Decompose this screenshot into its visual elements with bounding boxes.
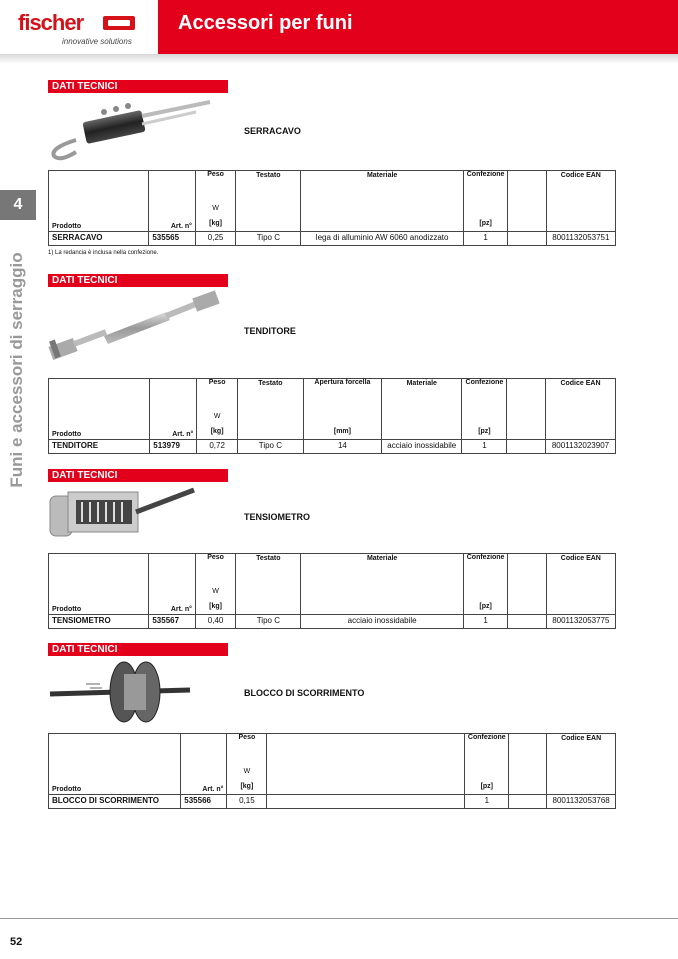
col-apertura: Apertura forcella [mm] [303, 379, 381, 440]
product-title: BLOCCO DI SCORRIMENTO [244, 688, 365, 698]
col-blank [267, 734, 465, 795]
brand-name: fischer [18, 10, 84, 35]
cell-blank [267, 795, 465, 809]
col-ean: Codice EAN [545, 379, 615, 440]
col-testato: Testato [236, 171, 301, 232]
col-materiale: Materiale [301, 171, 463, 232]
col-materiale: Materiale [301, 554, 463, 615]
cell-materiale: acciaio inossidabile [382, 440, 462, 454]
cell-name: SERRACAVO [49, 232, 149, 246]
tensiometro-image [46, 484, 196, 544]
col-peso: Peso W [kg] [195, 554, 235, 615]
cell-confezione: 1 [463, 232, 507, 246]
serracavo-image [46, 96, 214, 164]
blocco-image [46, 658, 196, 728]
section-tag: DATI TECNICI [48, 80, 228, 93]
cell-empty [509, 795, 547, 809]
cell-testato: Tipo C [237, 440, 303, 454]
chapter-number: 4 [0, 190, 36, 220]
col-prodotto: Prodotto [49, 379, 150, 440]
section-tag: DATI TECNICI [48, 469, 228, 482]
footnote: 1) La redancia è inclusa nella confezione. [48, 250, 159, 256]
col-ean: Codice EAN [546, 171, 615, 232]
spec-table-tenditore [48, 378, 616, 454]
col-testato: Testato [236, 554, 301, 615]
product-title: TENSIOMETRO [244, 512, 311, 522]
title-bar [158, 0, 678, 54]
product-title: SERRACAVO [244, 126, 301, 136]
cell-name: TENDITORE [49, 440, 150, 454]
spec-table-tensiometro [48, 553, 616, 629]
cell-testato: Tipo C [236, 232, 301, 246]
cell-ean: 8001132053775 [546, 615, 615, 629]
cell-peso: 0,40 [195, 615, 235, 629]
col-materiale: Materiale [382, 379, 462, 440]
cell-peso: 0,72 [197, 440, 238, 454]
page-number: 52 [10, 936, 23, 948]
cell-art: 513979 [150, 440, 197, 454]
footer-divider [0, 918, 678, 919]
cell-name: TENSIOMETRO [49, 615, 149, 629]
chapter-label-wrap [2, 225, 32, 515]
cell-materiale: lega di alluminio AW 6060 anodizzato [301, 232, 463, 246]
col-peso: Peso W [kg] [197, 379, 238, 440]
brand-logo [0, 0, 158, 54]
cell-empty [507, 440, 546, 454]
cell-peso: 0,15 [227, 795, 267, 809]
spec-table-blocco [48, 733, 616, 809]
product-title: TENDITORE [244, 326, 296, 336]
cell-confezione: 1 [462, 440, 507, 454]
cell-ean: 8001132053751 [546, 232, 615, 246]
cell-confezione: 1 [463, 615, 507, 629]
col-art: Art. n° [149, 554, 196, 615]
section-tag: DATI TECNICI [48, 274, 228, 287]
header-shadow [0, 54, 678, 64]
col-empty [508, 554, 546, 615]
table-row [49, 795, 616, 809]
chapter-label: Funi e accessori di serraggio [7, 252, 26, 488]
cell-materiale: acciaio inossidabile [301, 615, 463, 629]
cell-empty [508, 615, 546, 629]
table-row [49, 440, 616, 454]
cell-apertura: 14 [303, 440, 381, 454]
cell-ean: 8001132023907 [545, 440, 615, 454]
col-art: Art. n° [149, 171, 196, 232]
col-art: Art. n° [181, 734, 227, 795]
col-ean: Codice EAN [547, 734, 616, 795]
cell-name: BLOCCO DI SCORRIMENTO [49, 795, 181, 809]
cell-testato: Tipo C [236, 615, 301, 629]
cell-confezione: 1 [465, 795, 509, 809]
cell-art: 535565 [149, 232, 196, 246]
table-row [49, 615, 616, 629]
col-confezione: Confezione [pz] [463, 171, 507, 232]
col-empty [509, 734, 547, 795]
cell-art: 535566 [181, 795, 227, 809]
tenditore-image [46, 290, 226, 366]
cell-ean: 8001132053768 [547, 795, 616, 809]
col-art: Art. n° [150, 379, 197, 440]
page-title: Accessori per funi [178, 12, 353, 34]
table-row [49, 232, 616, 246]
page-header [0, 0, 678, 54]
col-peso: Peso W [kg] [227, 734, 267, 795]
brand-mark-icon [103, 16, 135, 30]
spec-table-serracavo [48, 170, 616, 246]
col-prodotto: Prodotto [49, 554, 149, 615]
col-confezione: Confezione [pz] [465, 734, 509, 795]
col-ean: Codice EAN [546, 554, 615, 615]
brand-tagline: innovative solutions [62, 37, 132, 46]
cell-peso: 0,25 [195, 232, 235, 246]
col-empty [508, 171, 546, 232]
col-prodotto: Prodotto [49, 171, 149, 232]
col-empty [507, 379, 546, 440]
col-peso: Peso W [kg] [195, 171, 235, 232]
cell-art: 535567 [149, 615, 196, 629]
col-testato: Testato [237, 379, 303, 440]
section-tag: DATI TECNICI [48, 643, 228, 656]
col-prodotto: Prodotto [49, 734, 181, 795]
cell-empty [508, 232, 546, 246]
col-confezione: Confezione [pz] [463, 554, 507, 615]
col-confezione: Confezione [pz] [462, 379, 507, 440]
